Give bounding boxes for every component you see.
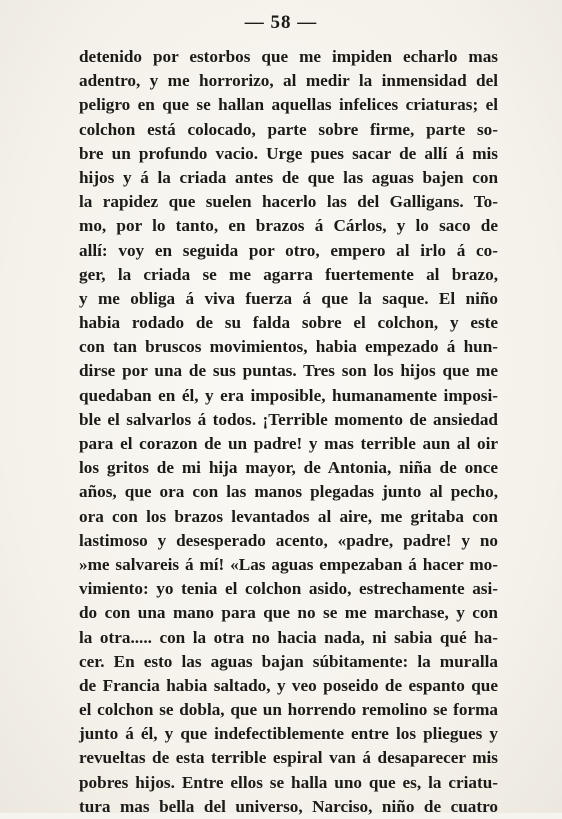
text-line: vimiento: yo tenia el colchon asido, estrechamente asi- — [79, 579, 498, 599]
text-line: lastimoso y desesperado acento, «padre, padre! y no — [79, 530, 498, 550]
text-line: »me salvareis á mí! «Las aguas empezaban á hacer mo- — [79, 554, 498, 574]
text-line: revueltas de esta terrible espiral van á desaparecer mis — [79, 748, 498, 768]
text-line: el colchon se dobla, que un horrendo remolino se forma — [79, 700, 498, 720]
text-line: tura mas bella del universo, Narciso, niño de cuatro — [79, 796, 498, 816]
text-line: mo, por lo tanto, en brazos á Cárlos, y lo saco de — [79, 216, 498, 236]
text-line: los gritos de mi hija mayor, de Antonia, niña de once — [79, 458, 498, 478]
text-line: do con una mano para que no se me marchase, y con — [79, 603, 498, 623]
text-line: de Francia habia saltado, y veo poseido de espanto que — [79, 675, 498, 695]
text-line: pobres hijos. Entre ellos se halla uno que es, la criatu- — [79, 772, 498, 792]
text-line: junto á él, y que indefectiblemente entre los pliegues y — [79, 724, 498, 744]
page-number: — 58 — — [244, 12, 318, 33]
text-line: para el corazon de un padre! y mas terrible aun al oir — [79, 434, 498, 453]
text-line: y me obliga á viva fuerza á que la saque. El niño — [79, 288, 498, 308]
body-text — [79, 45, 498, 819]
text-line: cer. En esto las aguas bajan súbitamente: la muralla — [79, 651, 498, 671]
text-line: bre un profundo vacio. Urge pues sacar de allí á mis — [79, 143, 498, 163]
text-line: peligro en que se hallan aquellas infelices criaturas; el — [79, 95, 498, 115]
text-line: ger, la criada se me agarra fuertemente al brazo, — [79, 264, 498, 284]
text-line: la otra..... con la otra no hacia nada, ni sabia qué ha- — [79, 627, 498, 647]
text-line: detenido por estorbos que me impiden echarlo mas — [79, 47, 498, 66]
text-line: colchon está colocado, parte sobre firme, parte so- — [79, 119, 498, 139]
text-line: quedaban en él, y era imposible, humanamente imposi- — [79, 385, 498, 405]
text-line: allí: voy en seguida por otro, empero al irlo á co- — [79, 240, 498, 260]
text-line: ble el salvarlos á todos. ¡Terrible momento de ansiedad — [79, 409, 498, 429]
text-line: hijos y á la criada antes de que las aguas bajen con — [79, 167, 498, 187]
text-line: dirse por una de sus puntas. Tres son los hijos que me — [79, 361, 498, 381]
text-line: la rapidez que suelen hacerlo las del Galligans. To- — [79, 192, 498, 212]
text-line: adentro, y me horrorizo, al medir la inmensidad del — [79, 71, 498, 91]
text-line: con tan bruscos movimientos, habia empezado á hun- — [79, 337, 498, 357]
text-line: habia rodado de su falda sobre el colchon, y este — [79, 313, 498, 333]
text-line: años, que ora con las manos plegadas junto al pecho, — [79, 482, 498, 502]
text-line: ora con los brazos levantados al aire, me gritaba con — [79, 506, 498, 526]
